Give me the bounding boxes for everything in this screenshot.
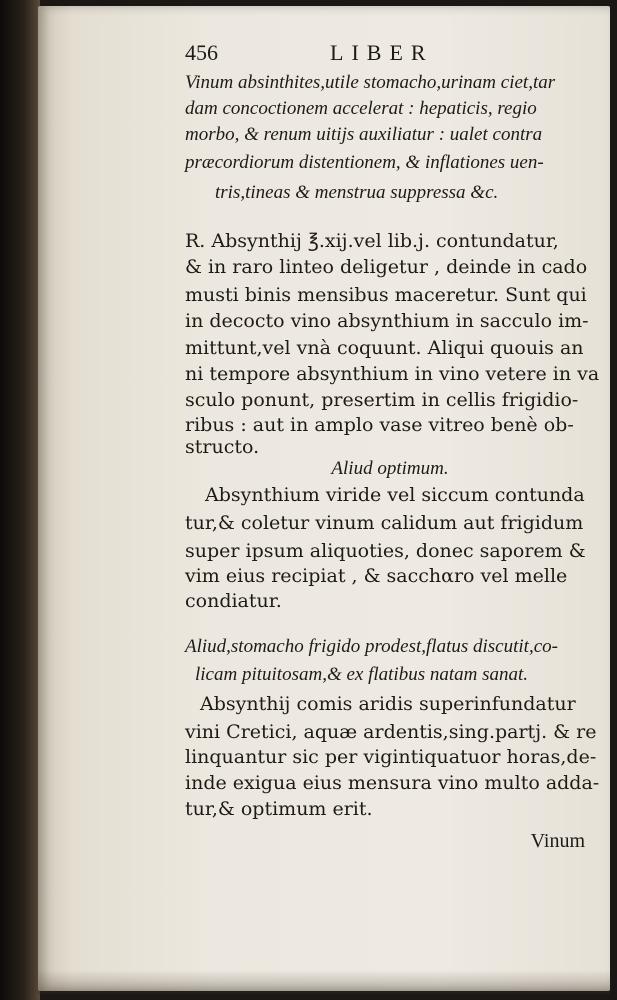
section-heading: Aliud optimum.	[331, 458, 449, 479]
text-line: Absynthium viride vel siccum contunda	[205, 484, 585, 506]
text-line: Absynthij comis aridis superinfundatur	[200, 693, 576, 715]
section-heading: licam pituitosam,& ex flatibus natam sanat.	[195, 664, 529, 685]
text-line: vini Cretici, aquæ ardentis,sing.partj. & re	[185, 721, 597, 743]
text-line: R. Absynthij ℥.xij.vel lib.j. contundatur,	[185, 230, 559, 252]
text-line: tur,& optimum erit.	[185, 798, 373, 820]
text-line: in decocto vino absynthium in sacculo im-	[185, 310, 589, 332]
book-gutter-shadow	[0, 0, 40, 1000]
page-bottom-edge	[38, 970, 610, 994]
text-line: inde exigua eius mensura vino multo adda-	[185, 772, 600, 794]
text-line: tur,& coletur vinum calidum aut frigidum	[185, 512, 584, 534]
text-line: structo.	[185, 436, 260, 458]
page-number: 456	[185, 40, 218, 65]
text-line: morbo, & renum uitijs auxiliatur : ualet contra	[185, 124, 543, 145]
text-line: Vinum absinthites,utile stomacho,urinam ciet,tar	[185, 72, 556, 93]
text-line: mittunt,vel vnà coquunt. Aliqui quouis an	[185, 337, 584, 359]
text-line: condiatur.	[185, 590, 282, 612]
section-heading: Aliud,stomacho frigido prodest,flatus discutit,co-	[185, 636, 558, 657]
text-line: sculo ponunt, presertim in cellis frigidio-	[185, 389, 579, 411]
text-line: super ipsum aliquoties, donec saporem &	[185, 540, 586, 562]
text-line: linquantur sic per vigintiquatuor horas,de-	[185, 746, 597, 768]
running-head: LIBER	[330, 40, 434, 65]
text-line: vim eius recipiat , & sacchαro vel melle	[185, 565, 568, 587]
text-line: ni tempore absynthium in vino vetere in va	[185, 363, 600, 385]
text-line: musti binis mensibus maceretur. Sunt qui	[185, 284, 587, 306]
page-header	[185, 40, 595, 70]
text-line: & in raro linteo deligetur , deinde in cado	[185, 256, 588, 278]
catchword: Vinum	[530, 830, 585, 852]
text-line: præcordiorum distentionem, & inflationes uen-	[185, 152, 544, 173]
text-line: dam concoctionem accelerat : hepaticis, regio	[185, 98, 537, 119]
text-line: tris,tineas & menstrua suppressa &c.	[215, 182, 499, 203]
text-line: ribus : aut in amplo vase vitreo benè ob-	[185, 414, 574, 436]
